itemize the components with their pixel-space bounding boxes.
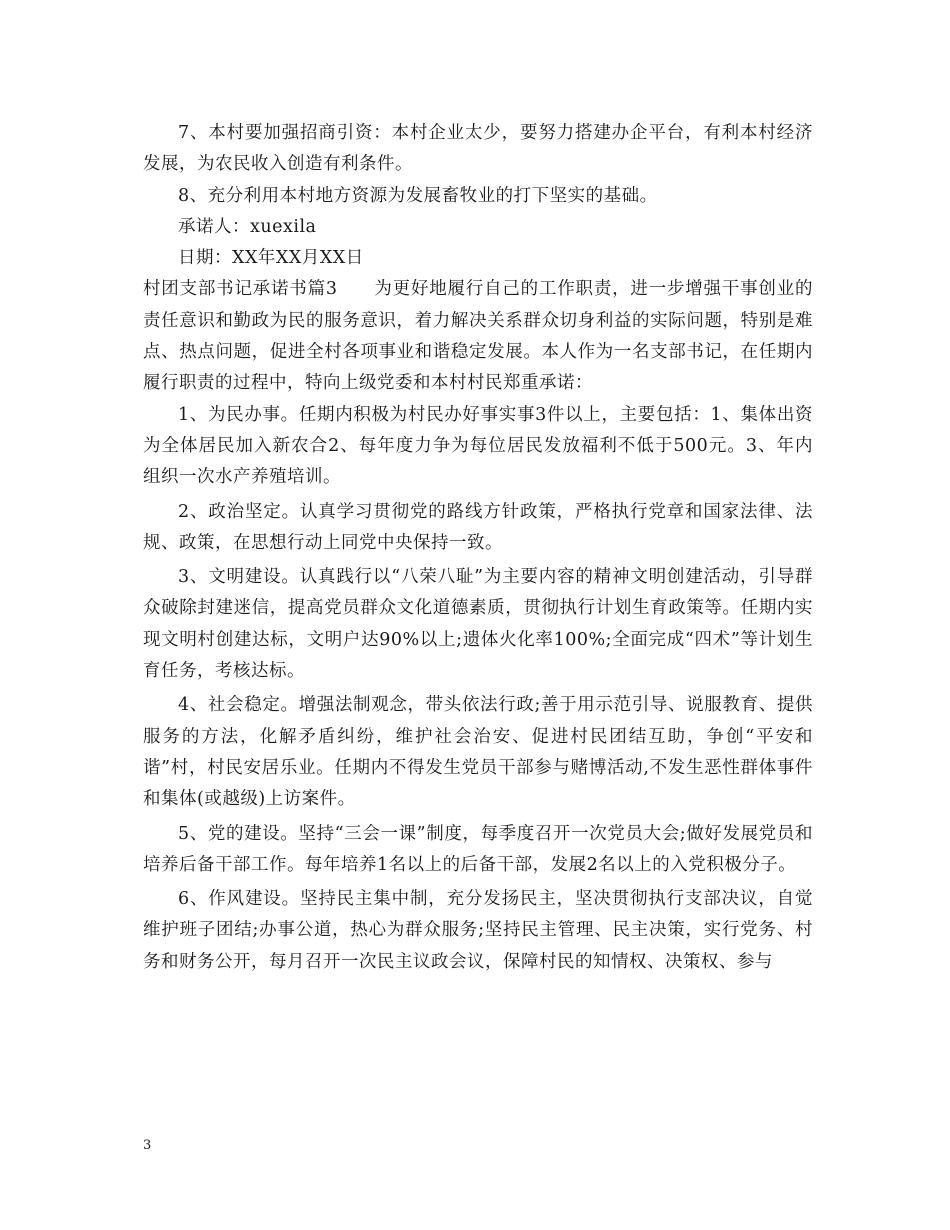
paragraph-item-7: 7、本村要加强招商引资：本村企业太少，要努力搭建办企平台，有利本村经济发展，为农民收入创造有利条件。 xyxy=(143,123,813,175)
commitment-item-6: 6、作风建设。坚持民主集中制，充分发扬民主，坚决贯彻执行支部决议，自觉维护班子团结;办事公道，热心为群众服务;坚持民主管理、民主决策，实行党务、村务和财务公开，每月召开一次民主议政会议，保障村民的知情权、决策权、参与 xyxy=(143,889,813,972)
commitment-item-5: 5、党的建设。坚持“三会一课”制度，每季度召开一次党员大会;做好发展党员和培养后备干部工作。每年培养1名以上的后备干部，发展2名以上的入党积极分子。 xyxy=(143,823,813,875)
commitment-item-2: 2、政治坚定。认真学习贯彻党的路线方针政策，严格执行党章和国家法律、法规、政策，在思想行动上同党中央保持一致。 xyxy=(143,501,813,553)
commitment-item-3: 3、文明建设。认真践行以“八荣八耻”为主要内容的精神文明创建活动，引导群众破除封建迷信，提高党员群众文化道德素质，贯彻执行计划生育政策等。任期内实现文明村创建达标，文明户达90%以上;遗体火化率100%;全面完成“四术”等计划生育任务，考核达标。 xyxy=(143,567,813,682)
page-number: 3 xyxy=(143,1138,152,1153)
commitment-item-4: 4、社会稳定。增强法制观念，带头依法行政;善于用示范引导、说服教育、提供服务的方法，化解矛盾纠纷，维护社会治安、促进村民团结互助，争创“平安和谐”村，村民安居乐业。任期内不得发生党员干部参与赌博活动,不发生恶性群体事件和集体(或越级)上访案件。 xyxy=(143,695,813,810)
date-line: 日期：XX年XX月XX日 xyxy=(178,248,364,269)
paragraph-item-8: 8、充分利用本村地方资源为发展畜牧业的打下坚实的基础。 xyxy=(178,185,658,206)
commitment-item-1: 1、为民办事。任期内积极为村民办好事实事3件以上，主要包括：1、集体出资为全体居民加入新农合2、每年度力争为每位居民发放福利不低于500元。3、年内组织一次水产养殖培训。 xyxy=(143,404,813,488)
document-body xyxy=(143,118,813,978)
section-intro-paragraph: 村团支部书记承诺书篇3 为更好地履行自己的工作职责，进一步增强干事创业的责任意识和勤政为民的服务意识，着力解决关系群众切身利益的实际问题，特别是难点、热点问题，促进全村各项事业和谐稳定发展。本人作为一名支部书记，在任期内履行职责的过程中，特向上级党委和本村村民郑重承诺： xyxy=(143,279,813,394)
signatory-line: 承诺人：xuexila xyxy=(178,216,317,237)
